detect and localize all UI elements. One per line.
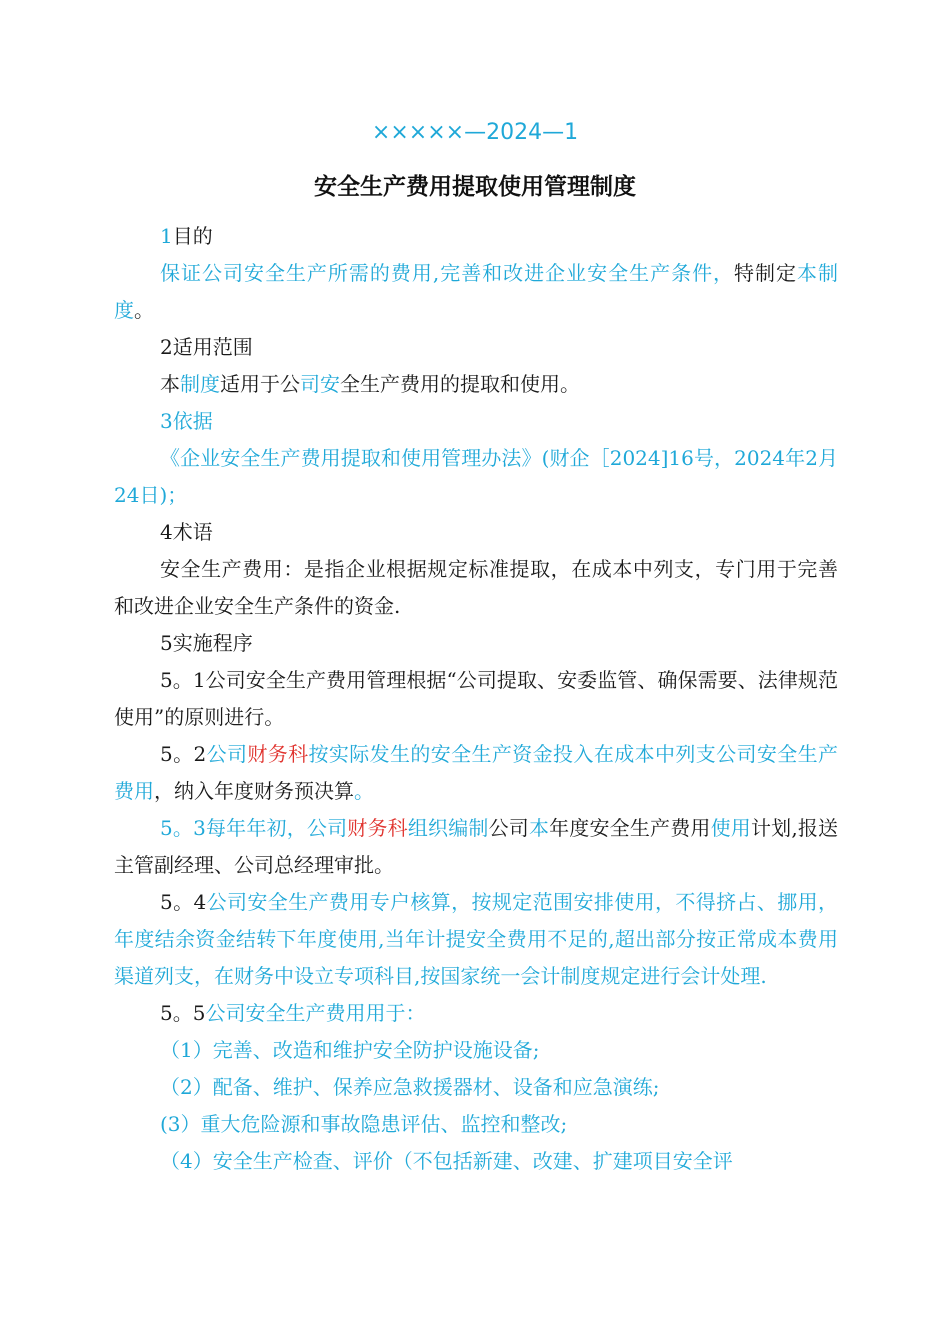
document-title: 安全生产费用提取使用管理制度 xyxy=(314,174,636,200)
section-5-3: 5。3每年年初，公司财务科组织编制公司本年度安全生产费用使用计划,报送主管副经理、公司总经理审批。 xyxy=(114,816,839,877)
section-2-heading: 2适用范围 xyxy=(160,335,253,359)
section-5-2: 5。2公司财务科按实际发生的安全生产资金投入在成本中列支公司安全生产费用，纳入年度财务预决算。 xyxy=(114,742,839,803)
section-3-body: 《企业安全生产费用提取和使用管理办法》(财企［2024]16号，2024年2月24日)； xyxy=(114,446,838,507)
list-item: （2）配备、维护、保养应急救援器材、设备和应急演练; xyxy=(160,1075,660,1099)
section-1-body: 保证公司安全生产所需的费用,完善和改进企业安全生产条件，特制定本制度。 xyxy=(114,261,839,322)
document-number: ×××××—2024—1 xyxy=(371,120,579,145)
document-body xyxy=(114,218,838,1180)
section-5-4: 5。4公司安全生产费用专户核算，按规定范围安排使用，不得挤占、挪用，年度结余资金结转下年度使用,当年计提安全费用不足的,超出部分按正常成本费用渠道列支，在财务中设立专项科目,按国家统一会计制度规定进行会计处理. xyxy=(114,890,839,988)
section-5-heading: 5实施程序 xyxy=(160,631,253,655)
section-3-heading: 3依据 xyxy=(160,409,213,433)
list-item: （4）安全生产检查、评价（不包括新建、改建、扩建项目安全评 xyxy=(160,1149,733,1173)
section-2-body: 本制度适用于公司安全生产费用的提取和使用。 xyxy=(160,372,580,396)
section-5-5: 5。5公司安全生产费用用于： xyxy=(160,1001,426,1025)
section-5-1: 5。1公司安全生产费用管理根据“公司提取、安委监管、确保需要、法律规范使用”的原则进行。 xyxy=(114,668,838,729)
list-item: (3）重大危险源和事故隐患评估、监控和整改; xyxy=(160,1112,568,1136)
list-item: （1）完善、改造和维护安全防护设施设备; xyxy=(160,1038,540,1062)
section-4-heading: 4术语 xyxy=(160,520,213,544)
section-4-body: 安全生产费用：是指企业根据规定标准提取，在成本中列支，专门用于完善和改进企业安全生产条件的资金. xyxy=(114,557,838,618)
section-1-heading: 1目的 xyxy=(160,224,213,248)
